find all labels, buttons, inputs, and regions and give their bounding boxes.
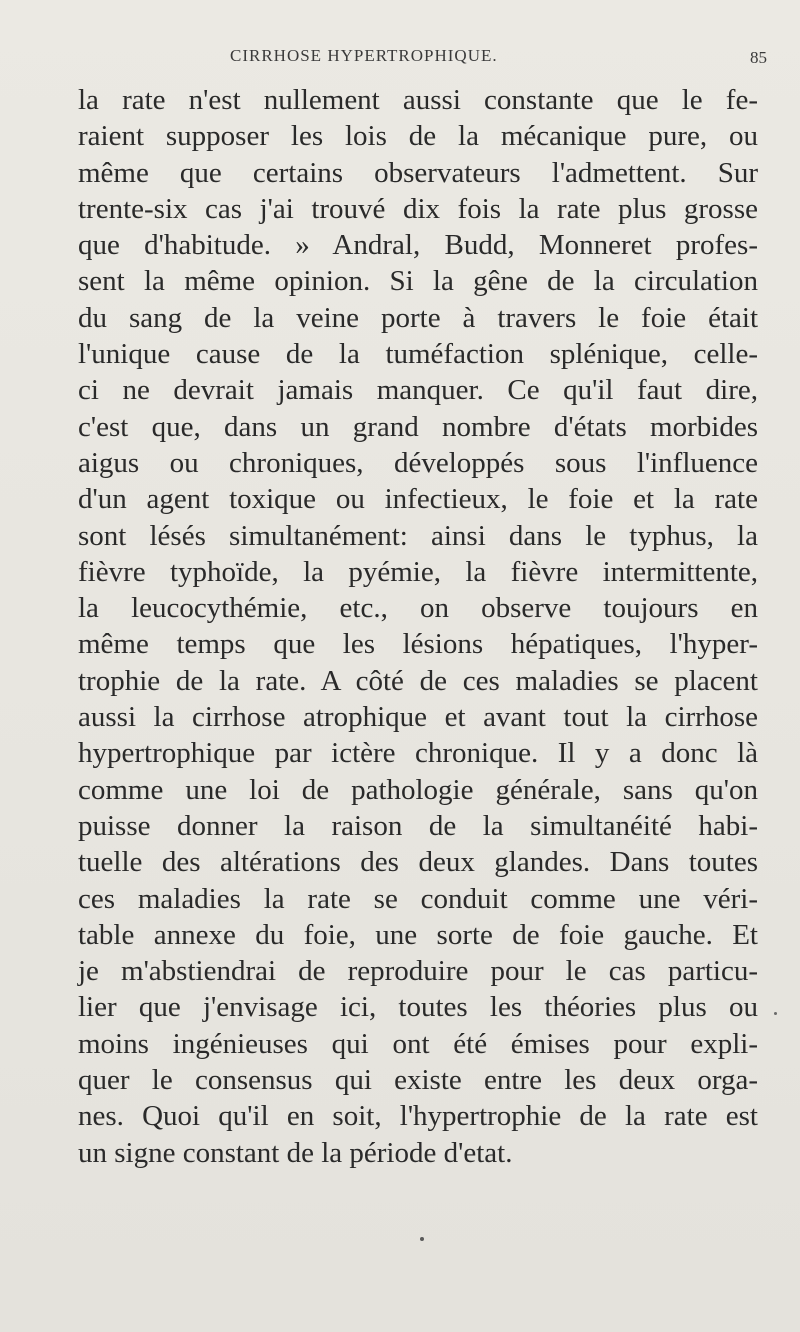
text-line: d'un agent toxique ou infectieux, le foie et la rate [78,483,758,516]
text-line: quer le consensus qui existe entre les deux orga- [78,1064,758,1097]
text-line: nes. Quoi qu'il en soit, l'hypertrophie de la rate est [78,1100,758,1133]
text-line: que d'habitude. » Andral, Budd, Monneret profes- [78,229,758,262]
text-line: hypertrophique par ictère chronique. Il y a donc là [78,737,758,770]
text-line: lier que j'envisage ici, toutes les théories plus ou [78,991,758,1024]
text-line: ces maladies la rate se conduit comme une véri- [78,882,758,915]
text-line: comme une loi de pathologie générale, sans qu'on [78,773,758,806]
text-line: trente-six cas j'ai trouvé dix fois la rate plus grosse [78,192,758,225]
text-line: même temps que les lésions hépatiques, l'hyper- [78,628,758,661]
text-line: fièvre typhoïde, la pyémie, la fièvre intermittente, [78,555,758,588]
ink-speck [774,1012,777,1015]
text-line: moins ingénieuses qui ont été émises pour expli- [78,1027,758,1060]
text-line: la leucocythémie, etc., on observe toujours en [78,592,758,625]
ink-speck [420,1237,424,1241]
text-line: table annexe du foie, une sorte de foie gauche. Et [78,918,758,951]
body-text [78,82,758,1171]
text-line: c'est que, dans un grand nombre d'états morbides [78,410,758,443]
text-line: trophie de la rate. A côté de ces maladies se placent [78,664,758,697]
running-title: CIRRHOSE HYPERTROPHIQUE. [230,46,498,65]
text-line: tuelle des altérations des deux glandes. Dans toutes [78,846,758,879]
text-line: l'unique cause de la tuméfaction splénique, celle- [78,338,758,371]
text-line: sont lésés simultanément: ainsi dans le typhus, la [78,519,758,552]
text-line: ci ne devrait jamais manquer. Ce qu'il faut dire, [78,374,758,407]
text-line: raient supposer les lois de la mécanique pure, ou [78,120,758,153]
text-line: puisse donner la raison de la simultanéité habi- [78,809,758,842]
text-line-last: un signe constant de la période d'etat. [78,1136,513,1169]
text-line: même que certains observateurs l'admettent. Sur [78,156,758,189]
text-line: aigus ou chroniques, développés sous l'influence [78,446,758,479]
text-line: du sang de la veine porte à travers le foie était [78,301,758,334]
text-line: aussi la cirrhose atrophique et avant tout la cirrhose [78,701,758,734]
text-line: la rate n'est nullement aussi constante que le fe- [78,84,758,116]
text-line: je m'abstiendrai de reproduire pour le cas particu- [78,955,758,988]
page-number: 85 [750,48,767,67]
text-line: sent la même opinion. Si la gêne de la circulation [78,265,758,298]
